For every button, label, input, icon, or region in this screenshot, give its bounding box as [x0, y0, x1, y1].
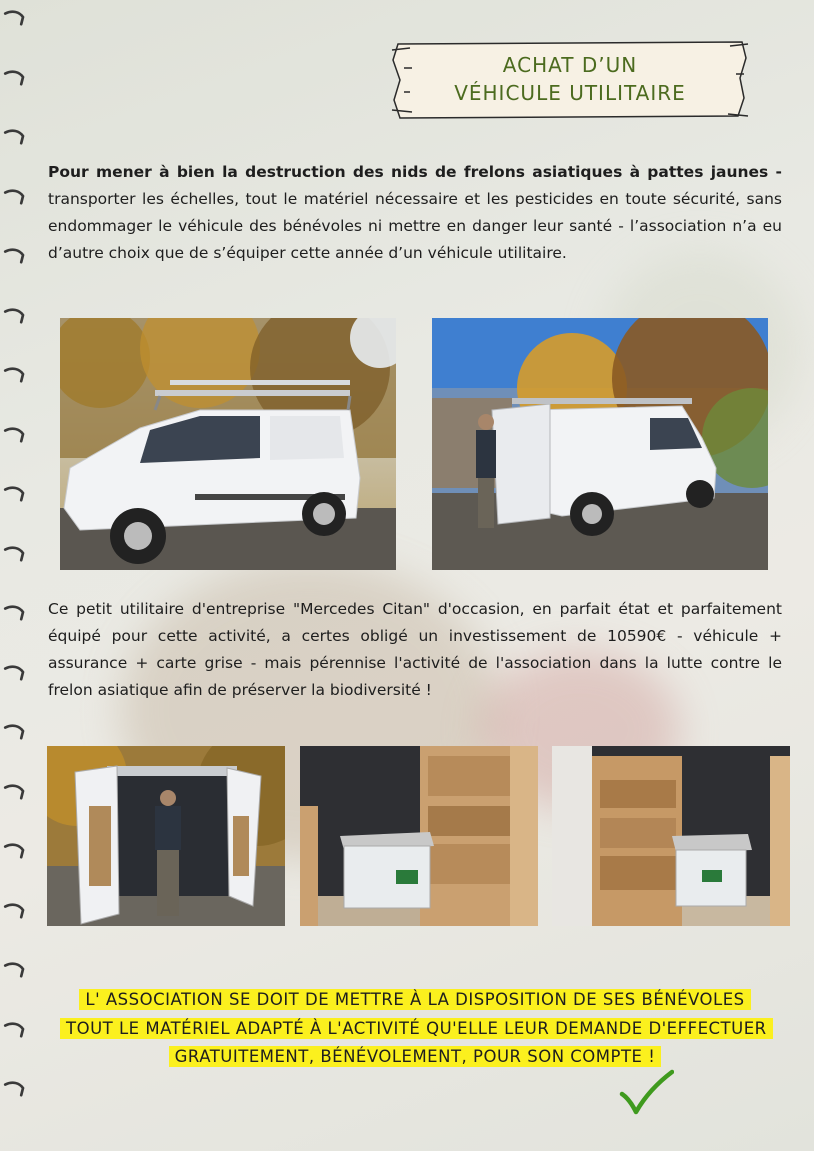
spiral-binding [0, 0, 40, 1151]
spiral-ring [2, 308, 28, 324]
description-paragraph: Ce petit utilitaire d'entreprise "Mercedes Citan" d'occasion, en parfait état et parfaitement équipé pour cette activité, a certes obligé un investissement de 10590€ - véhicule + assurance + carte grise - mais pérennise l'activité de l'association dans la lutte contre le frelon asiatique afin de préserver la biodiversité ! [48, 600, 782, 699]
intro-rest-text: transporter les échelles, tout le matériel nécessaire et les pesticides en toute sécurité, sans endommager le véhicule des bénévoles ni mettre en danger leur santé - l’association n’a eu d’autre choix que de s’équiper cette année d’un véhicule utilitaire. [48, 190, 782, 262]
spiral-ring [2, 724, 28, 740]
van-side-photo [60, 318, 396, 570]
spiral-ring [2, 367, 28, 383]
spiral-ring [2, 129, 28, 145]
van-back-doors-photo [47, 746, 285, 926]
spiral-ring [2, 605, 28, 621]
spiral-ring [2, 189, 28, 205]
callout-statement [60, 986, 770, 1072]
title-line-1: ACHAT D’UN [502, 53, 638, 77]
spiral-ring [2, 962, 28, 978]
spiral-ring [2, 546, 28, 562]
intro-bold-text: Pour mener à bien la destruction des nids de frelons asiatiques à pattes jaunes - [48, 163, 782, 181]
van-rear-open-photo [432, 318, 768, 570]
spiral-ring [2, 486, 28, 502]
intro-paragraph [48, 159, 782, 267]
spiral-ring [2, 665, 28, 681]
spiral-ring [2, 427, 28, 443]
cargo-shelves-left-photo [300, 746, 538, 926]
spiral-ring [2, 248, 28, 264]
spiral-ring [2, 784, 28, 800]
spiral-ring [2, 10, 28, 26]
spiral-ring [2, 843, 28, 859]
callout-highlight: L' ASSOCIATION SE DOIT DE METTRE À LA DISPOSITION DE SES BÉNÉVOLES TOUT LE MATÉRIEL ADAPTÉ À L'ACTIVITÉ QU'ELLE LEUR DEMANDE D'EFFECTUER GRATUITEMENT, BÉNÉVOLEMENT, POUR SON COMPTE ! [60, 989, 773, 1067]
check-icon [618, 1068, 674, 1118]
cargo-shelves-right-photo [552, 746, 790, 926]
spiral-ring [2, 70, 28, 86]
title-banner [390, 38, 750, 120]
spiral-ring [2, 1081, 28, 1097]
title-line-2: VÉHICULE UTILITAIRE [454, 81, 686, 105]
spiral-ring [2, 903, 28, 919]
spiral-ring [2, 1022, 28, 1038]
